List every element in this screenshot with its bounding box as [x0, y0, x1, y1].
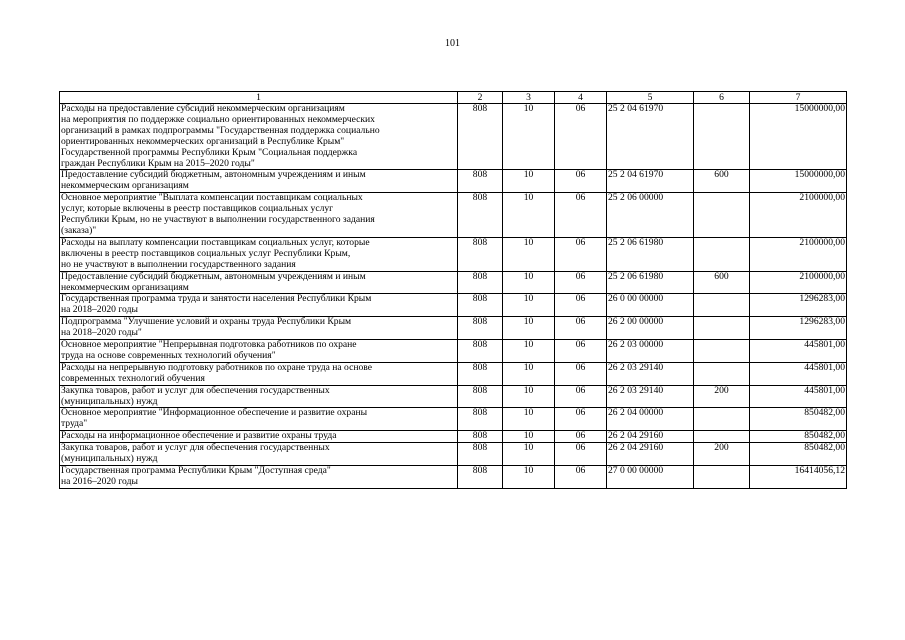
row-razdel: 10: [503, 271, 555, 294]
row-expense-type: [694, 466, 750, 489]
table-row: [60, 408, 847, 431]
row-amount: 16414056,12: [750, 466, 847, 489]
header-col-2: 2: [458, 92, 503, 104]
row-target-code: 25 2 06 61980: [607, 271, 694, 294]
row-name: Расходы на непрерывную подготовку работников по охране труда на основе современных технологий обучения: [60, 362, 458, 385]
row-expense-type: [694, 317, 750, 340]
header-col-1: 1: [60, 92, 458, 104]
row-razdel: 10: [503, 170, 555, 193]
header-col-3: 3: [503, 92, 555, 104]
row-podrazdel: 06: [555, 170, 607, 193]
row-expense-type: [694, 408, 750, 431]
row-name: Расходы на предоставление субсидий некоммерческим организациям на мероприятия по поддержке социально ориентированных некоммерческих организаций в рамках подпрограммы "Государственная поддержка социально ориентированных некоммерческих организаций в Республике Крым" Государственной программы Республики Крым "Социальная поддержка граждан Республики Крым на 2015–2020 годы": [60, 104, 458, 170]
row-target-code: 25 2 04 61970: [607, 170, 694, 193]
row-glava: 808: [458, 385, 503, 408]
table-row: [60, 317, 847, 340]
row-expense-type: 200: [694, 443, 750, 466]
table-row: [60, 362, 847, 385]
row-podrazdel: 06: [555, 237, 607, 271]
row-target-code: 26 2 04 29160: [607, 431, 694, 443]
row-razdel: 10: [503, 466, 555, 489]
row-amount: 2100000,00: [750, 193, 847, 238]
row-razdel: 10: [503, 237, 555, 271]
header-col-4: 4: [555, 92, 607, 104]
header-col-6: 6: [694, 92, 750, 104]
row-podrazdel: 06: [555, 431, 607, 443]
row-name: Подпрограмма "Улучшение условий и охраны труда Республики Крым на 2018–2020 годы": [60, 317, 458, 340]
row-razdel: 10: [503, 193, 555, 238]
row-expense-type: [694, 104, 750, 170]
table-row: [60, 193, 847, 238]
row-target-code: 25 2 06 00000: [607, 193, 694, 238]
table-row: [60, 340, 847, 363]
row-glava: 808: [458, 340, 503, 363]
row-podrazdel: 06: [555, 317, 607, 340]
budget-table: [59, 91, 847, 489]
row-amount: 445801,00: [750, 340, 847, 363]
header-col-7: 7: [750, 92, 847, 104]
row-razdel: 10: [503, 294, 555, 317]
row-razdel: 10: [503, 431, 555, 443]
row-name: Предоставление субсидий бюджетным, автономным учреждениям и иным некоммерческим организациям: [60, 271, 458, 294]
row-amount: 850482,00: [750, 431, 847, 443]
row-target-code: 26 2 03 00000: [607, 340, 694, 363]
row-name: Предоставление субсидий бюджетным, автономным учреждениям и иным некоммерческим организациям: [60, 170, 458, 193]
row-glava: 808: [458, 317, 503, 340]
row-target-code: 26 0 00 00000: [607, 294, 694, 317]
header-row: [60, 92, 847, 104]
row-name: Государственная программа Республики Крым "Доступная среда" на 2016–2020 годы: [60, 466, 458, 489]
row-expense-type: [694, 431, 750, 443]
row-name: Основное мероприятие "Выплата компенсации поставщикам социальных услуг, которые включены в реестр поставщиков социальных услуг Республики Крым, но не участвуют в выполнении государственного задания (заказа)": [60, 193, 458, 238]
row-expense-type: [694, 237, 750, 271]
row-glava: 808: [458, 466, 503, 489]
row-expense-type: 600: [694, 170, 750, 193]
row-razdel: 10: [503, 408, 555, 431]
table-row: [60, 385, 847, 408]
row-target-code: 26 2 04 00000: [607, 408, 694, 431]
row-expense-type: 600: [694, 271, 750, 294]
row-name: Основное мероприятие "Непрерывная подготовка работников по охране труда на основе современных технологий обучения": [60, 340, 458, 363]
row-podrazdel: 06: [555, 340, 607, 363]
page-number: 101: [445, 38, 460, 49]
row-glava: 808: [458, 170, 503, 193]
row-glava: 808: [458, 237, 503, 271]
table-row: [60, 443, 847, 466]
row-name: Расходы на выплату компенсации поставщикам социальных услуг, которые включены в реестр поставщиков социальных услуг Республики Крым, но не участвуют в выполнении государственного задания: [60, 237, 458, 271]
row-podrazdel: 06: [555, 294, 607, 317]
table-row: [60, 104, 847, 170]
row-target-code: 26 2 04 29160: [607, 443, 694, 466]
row-expense-type: [694, 294, 750, 317]
table-row: [60, 294, 847, 317]
row-podrazdel: 06: [555, 193, 607, 238]
row-target-code: 27 0 00 00000: [607, 466, 694, 489]
table-row: [60, 271, 847, 294]
header-col-5: 5: [607, 92, 694, 104]
row-target-code: 26 2 00 00000: [607, 317, 694, 340]
row-name: Основное мероприятие "Информационное обеспечение и развитие охраны труда": [60, 408, 458, 431]
row-amount: 1296283,00: [750, 317, 847, 340]
row-amount: 15000000,00: [750, 104, 847, 170]
row-razdel: 10: [503, 362, 555, 385]
row-glava: 808: [458, 104, 503, 170]
row-podrazdel: 06: [555, 443, 607, 466]
row-expense-type: 200: [694, 385, 750, 408]
table-row: [60, 466, 847, 489]
row-glava: 808: [458, 193, 503, 238]
row-podrazdel: 06: [555, 362, 607, 385]
row-target-code: 25 2 04 61970: [607, 104, 694, 170]
row-name: Расходы на информационное обеспечение и развитие охраны труда: [60, 431, 458, 443]
table-row: [60, 237, 847, 271]
row-glava: 808: [458, 294, 503, 317]
row-glava: 808: [458, 271, 503, 294]
row-razdel: 10: [503, 385, 555, 408]
row-podrazdel: 06: [555, 385, 607, 408]
row-amount: 445801,00: [750, 362, 847, 385]
row-razdel: 10: [503, 340, 555, 363]
row-name: Закупка товаров, работ и услуг для обеспечения государственных (муниципальных) нужд: [60, 385, 458, 408]
table-row: [60, 170, 847, 193]
row-glava: 808: [458, 431, 503, 443]
row-amount: 850482,00: [750, 443, 847, 466]
row-amount: 1296283,00: [750, 294, 847, 317]
row-podrazdel: 06: [555, 408, 607, 431]
row-glava: 808: [458, 362, 503, 385]
row-target-code: 26 2 03 29140: [607, 385, 694, 408]
row-podrazdel: 06: [555, 466, 607, 489]
row-target-code: 25 2 06 61980: [607, 237, 694, 271]
row-amount: 2100000,00: [750, 237, 847, 271]
row-amount: 2100000,00: [750, 271, 847, 294]
row-razdel: 10: [503, 443, 555, 466]
row-amount: 850482,00: [750, 408, 847, 431]
row-expense-type: [694, 362, 750, 385]
row-razdel: 10: [503, 317, 555, 340]
row-glava: 808: [458, 408, 503, 431]
table-row: [60, 431, 847, 443]
row-expense-type: [694, 193, 750, 238]
row-podrazdel: 06: [555, 271, 607, 294]
row-podrazdel: 06: [555, 104, 607, 170]
row-glava: 808: [458, 443, 503, 466]
row-expense-type: [694, 340, 750, 363]
row-amount: 445801,00: [750, 385, 847, 408]
row-razdel: 10: [503, 104, 555, 170]
row-name: Закупка товаров, работ и услуг для обеспечения государственных (муниципальных) нужд: [60, 443, 458, 466]
row-target-code: 26 2 03 29140: [607, 362, 694, 385]
row-amount: 15000000,00: [750, 170, 847, 193]
row-name: Государственная программа труда и занятости населения Республики Крым на 2018–2020 годы: [60, 294, 458, 317]
